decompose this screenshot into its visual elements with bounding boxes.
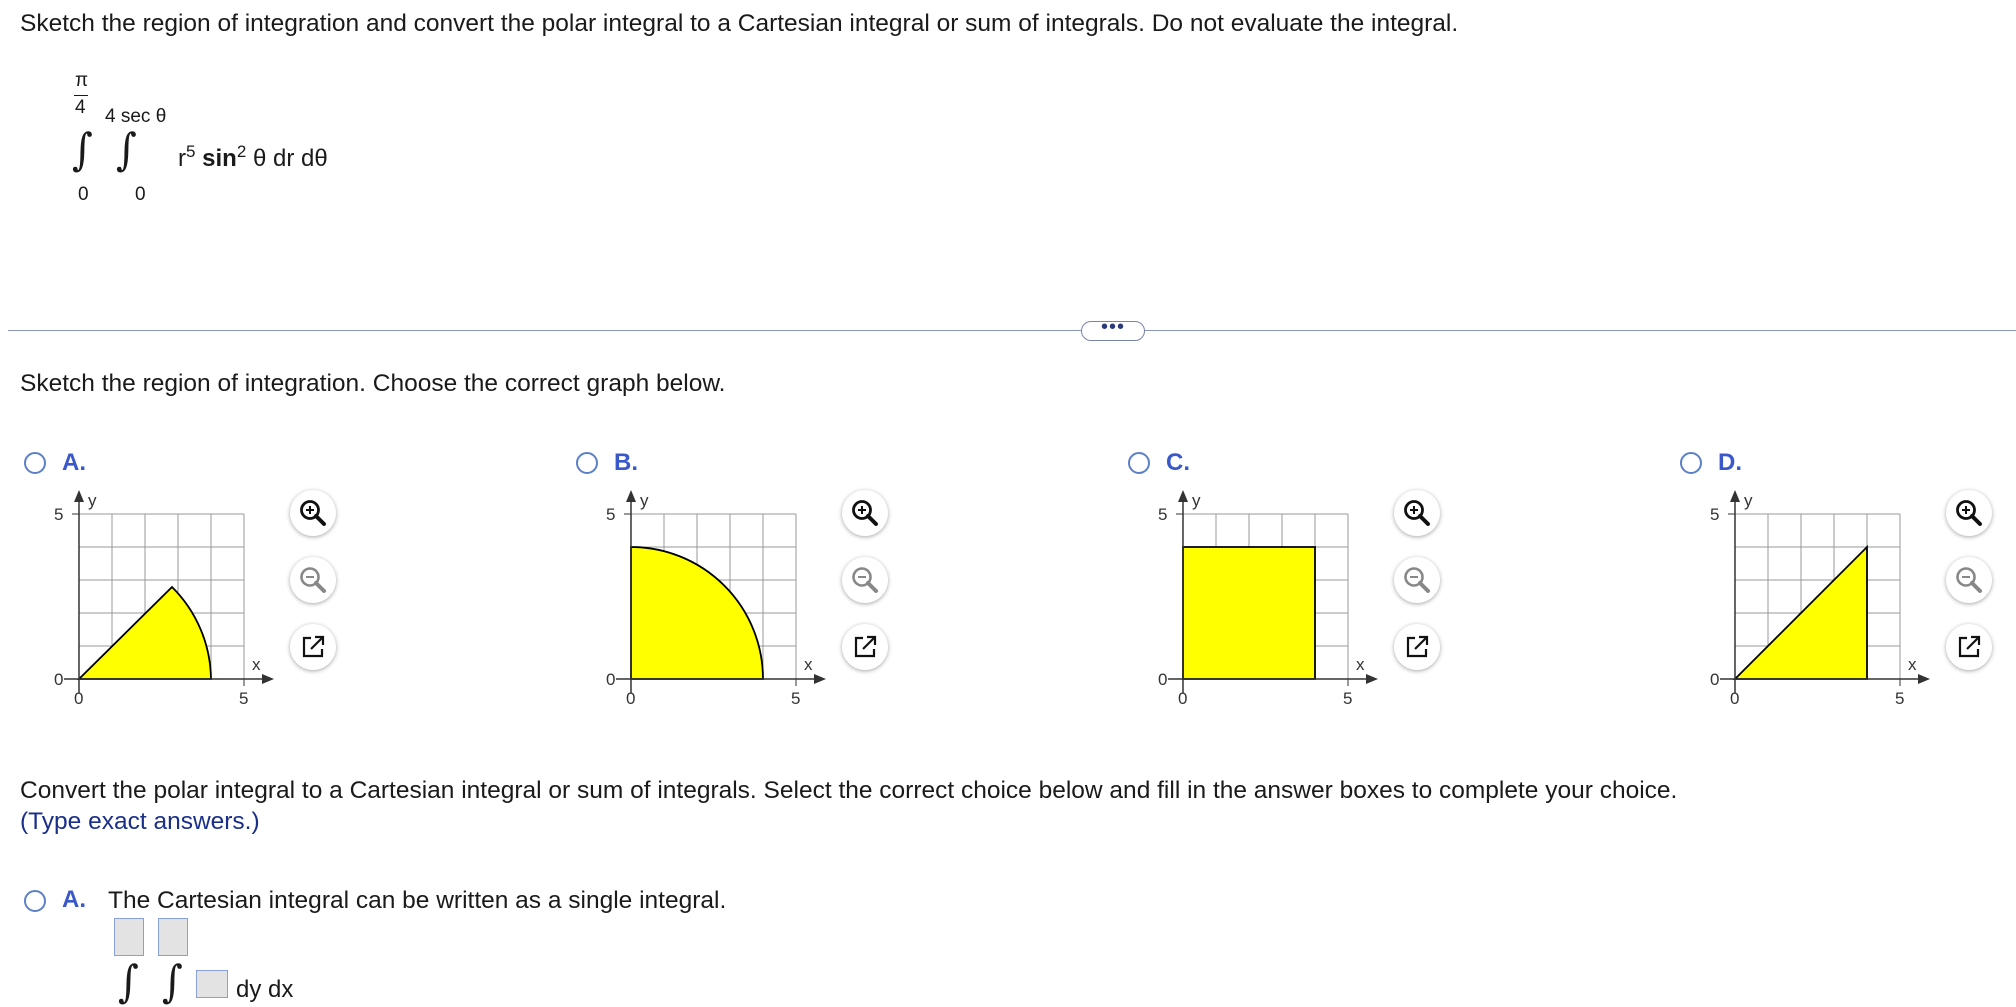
- graph-a-x-zero: 0: [74, 689, 84, 708]
- graph-c-zoom-in-button[interactable]: [1394, 490, 1440, 536]
- graph-b-zoom-in-button[interactable]: [842, 490, 888, 536]
- answer-differential: dy dx: [236, 976, 294, 1003]
- graph-d-x-label: x: [1908, 655, 1917, 674]
- graph-b-y-zero: 0: [606, 670, 616, 689]
- zoom-out-icon: [298, 565, 328, 595]
- outer-integral-sign: ∫: [72, 124, 93, 176]
- polar-integral: [70, 70, 390, 210]
- graph-c-x-zero: 0: [1178, 689, 1188, 708]
- open-external-icon: [1954, 632, 1984, 662]
- graph-d-y-zero: 0: [1710, 670, 1720, 689]
- graph-c-y-label: y: [1192, 491, 1201, 510]
- option-c-letter: C.: [1166, 449, 1190, 476]
- part2-prompt: Convert the polar integral to a Cartesian integral or sum of integrals. Select the correct choice below and fill in the answer boxes to complete your choice.: [20, 777, 1678, 804]
- graph-option-c[interactable]: [1104, 440, 1404, 740]
- outer-lower-limit: 0: [78, 184, 89, 205]
- graph-c-x-label: x: [1356, 655, 1365, 674]
- graph-a-y-zero: 0: [54, 670, 64, 689]
- graph-d-svg: [1700, 488, 1940, 728]
- zoom-out-icon: [1402, 565, 1432, 595]
- graph-b-open-external-button[interactable]: [842, 624, 888, 670]
- fraction-bar: [74, 95, 88, 96]
- zoom-in-icon: [298, 498, 328, 528]
- open-external-icon: [850, 632, 880, 662]
- outer-upper-four: 4: [75, 97, 86, 118]
- integrand-r-exponent: 5: [186, 142, 196, 161]
- graph-c-svg: [1148, 488, 1388, 728]
- integrand: [178, 142, 328, 173]
- zoom-out-icon: [1954, 565, 1984, 595]
- zoom-in-icon: [850, 498, 880, 528]
- choice-a-letter: A.: [62, 886, 86, 913]
- part1-prompt: Sketch the region of integration. Choose the correct graph below.: [20, 370, 726, 397]
- graph-d-x-tick: 5: [1895, 689, 1905, 708]
- graph-c-open-external-button[interactable]: [1394, 624, 1440, 670]
- graph-b: [596, 488, 836, 733]
- integrand-sin-exponent: 2: [236, 142, 247, 161]
- answer-inner-integral-sign: ∫: [162, 956, 183, 1007]
- integrand-sin: sin: [202, 145, 237, 172]
- radio-option-d[interactable]: [1680, 452, 1702, 474]
- inner-lower-limit: 0: [135, 184, 146, 205]
- graph-d-y-tick: 5: [1710, 505, 1720, 524]
- inner-integral-sign: ∫: [116, 124, 137, 176]
- graph-b-x-tick: 5: [791, 689, 801, 708]
- graph-a-x-label: x: [252, 655, 261, 674]
- outer-upper-limit-input[interactable]: [114, 918, 144, 956]
- graph-b-svg: [596, 488, 836, 728]
- expand-dots-button[interactable]: •••: [1081, 321, 1145, 341]
- graph-c: [1148, 488, 1388, 733]
- graph-d-x-zero: 0: [1730, 689, 1740, 708]
- radio-choice-a[interactable]: [24, 890, 46, 912]
- inner-upper-text: 4 sec θ: [105, 106, 167, 127]
- graph-a-x-tick: 5: [239, 689, 249, 708]
- graph-d-zoom-out-button[interactable]: [1946, 557, 1992, 603]
- option-a-letter: A.: [62, 449, 86, 476]
- answer-outer-integral-sign: ∫: [118, 956, 139, 1007]
- inner-upper-limit-input[interactable]: [158, 918, 188, 956]
- graph-option-d[interactable]: [1656, 440, 1996, 740]
- graph-a-svg: [44, 488, 284, 728]
- integrand-r: r: [178, 145, 186, 172]
- graph-a-zoom-out-button[interactable]: [290, 557, 336, 603]
- graph-b-y-label: y: [640, 491, 649, 510]
- integrand-rest: θ dr dθ: [252, 145, 328, 172]
- graph-c-zoom-out-button[interactable]: [1394, 557, 1440, 603]
- graph-option-a[interactable]: [0, 440, 300, 740]
- graph-c-y-zero: 0: [1158, 670, 1168, 689]
- graph-b-zoom-out-button[interactable]: [842, 557, 888, 603]
- graph-d-open-external-button[interactable]: [1946, 624, 1992, 670]
- integrand-input[interactable]: [196, 970, 228, 998]
- choice-a-text: The Cartesian integral can be written as a single integral.: [108, 887, 727, 914]
- graph-a-open-external-button[interactable]: [290, 624, 336, 670]
- zoom-in-icon: [1402, 498, 1432, 528]
- graph-a-y-label: y: [88, 491, 97, 510]
- graph-b-y-tick: 5: [606, 505, 616, 524]
- outer-upper-pi: π: [75, 70, 89, 91]
- zoom-in-icon: [1954, 498, 1984, 528]
- graph-c-y-tick: 5: [1158, 505, 1168, 524]
- graph-d-zoom-in-button[interactable]: [1946, 490, 1992, 536]
- open-external-icon: [298, 632, 328, 662]
- graph-b-x-zero: 0: [626, 689, 636, 708]
- graph-d-y-label: y: [1744, 491, 1753, 510]
- open-external-icon: [1402, 632, 1432, 662]
- question-prompt: Sketch the region of integration and convert the polar integral to a Cartesian integral or sum of integrals. Do not evaluate the integral.: [20, 10, 1459, 37]
- option-b-letter: B.: [614, 449, 638, 476]
- radio-option-b[interactable]: [576, 452, 598, 474]
- part2-hint: (Type exact answers.): [20, 808, 260, 835]
- graph-b-x-label: x: [804, 655, 813, 674]
- graph-c-x-tick: 5: [1343, 689, 1353, 708]
- zoom-out-icon: [850, 565, 880, 595]
- graph-d: [1700, 488, 1940, 733]
- radio-option-a[interactable]: [24, 452, 46, 474]
- graph-a-zoom-in-button[interactable]: [290, 490, 336, 536]
- graph-option-b[interactable]: [552, 440, 852, 740]
- radio-option-c[interactable]: [1128, 452, 1150, 474]
- section-divider: [8, 330, 2016, 331]
- graph-a-y-tick: 5: [54, 505, 64, 524]
- graph-a: [44, 488, 284, 733]
- option-d-letter: D.: [1718, 449, 1742, 476]
